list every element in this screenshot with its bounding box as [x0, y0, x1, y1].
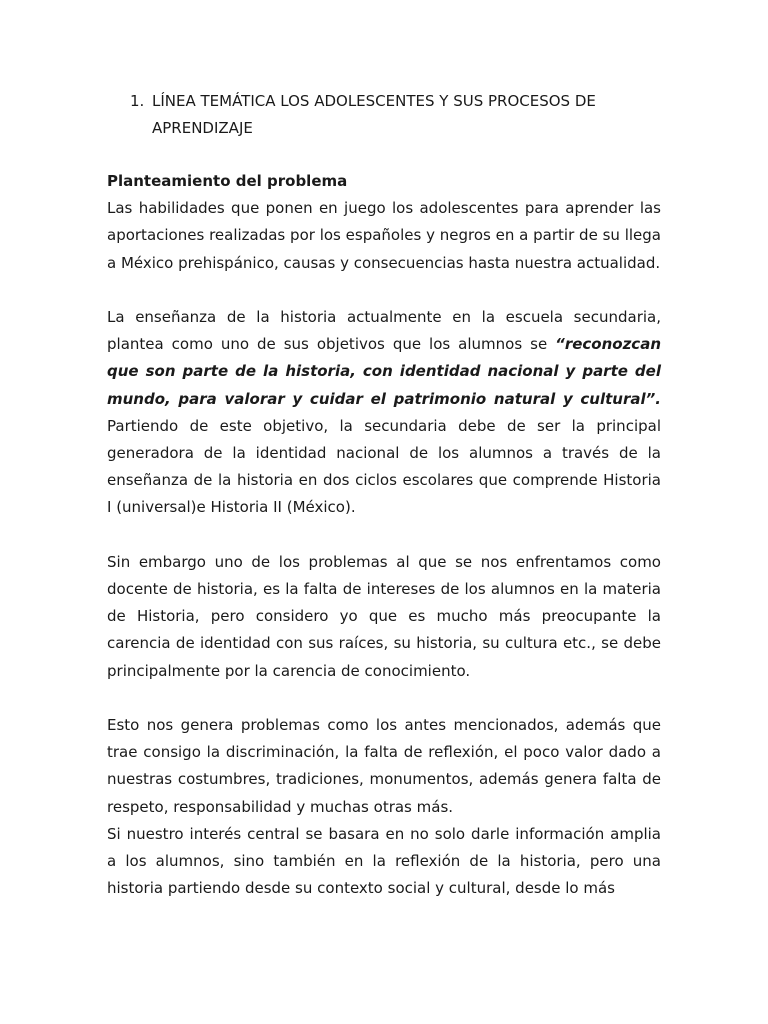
heading-title: LÍNEA TEMÁTICA LOS ADOLESCENTES Y SUS PROCESOS DE APRENDIZAJE	[152, 92, 596, 137]
paragraph-5: Si nuestro interés central se basara en no solo darle información amplia a los alumnos, sino también en la reflexión de la historia, pero una historia partiendo desde su contexto social y cultural, desde lo más	[107, 824, 661, 898]
paragraph-2-rest: Partiendo de este objetivo, la secundaria debe de ser la principal generadora de la identidad nacional de los alumnos a través de la enseñanza de la historia en dos ciclos escolares que comprende Historia I (universal)e Historia II (México).	[107, 416, 661, 517]
document-body	[107, 168, 661, 902]
paragraph-4: Esto nos genera problemas como los antes mencionados, además que trae consigo la discriminación, la falta de reflexión, el poco valor dado a nuestras costumbres, tradiciones, monumentos, además genera falta de respeto, responsabilidad y muchas otras más.	[107, 716, 661, 816]
section-subtitle: Planteamiento del problema	[107, 172, 348, 190]
paragraph-2-intro: La enseñanza de la historia actualmente en la escuela secundaria, plantea como uno de sus objetivos que los alumnos se	[107, 308, 661, 354]
paragraph-3: Sin embargo uno de los problemas al que se nos enfrentamos como docente de historia, es la falta de intereses de los alumnos en la materia de Historia, pero considero yo que es mucho más preocupante la carencia de identidad con sus raíces, su historia, su cultura etc., se debe principalmente por la carencia de conocimiento.	[107, 552, 661, 680]
heading-number: 1.	[130, 92, 145, 110]
objective-quote: “reconozcan que son parte de la historia, con identidad nacional y parte del mundo, para valorar y cuidar el patrimonio natural y cultural”.	[107, 335, 661, 408]
paragraph-2	[107, 304, 661, 522]
section-heading	[130, 88, 670, 142]
paragraph-1: Las habilidades que ponen en juego los adolescentes para aprender las aportaciones realizadas por los españoles y negros en a partir de su llega a México prehispánico, causas y consecuencias hasta nuestra actualidad.	[107, 199, 661, 272]
